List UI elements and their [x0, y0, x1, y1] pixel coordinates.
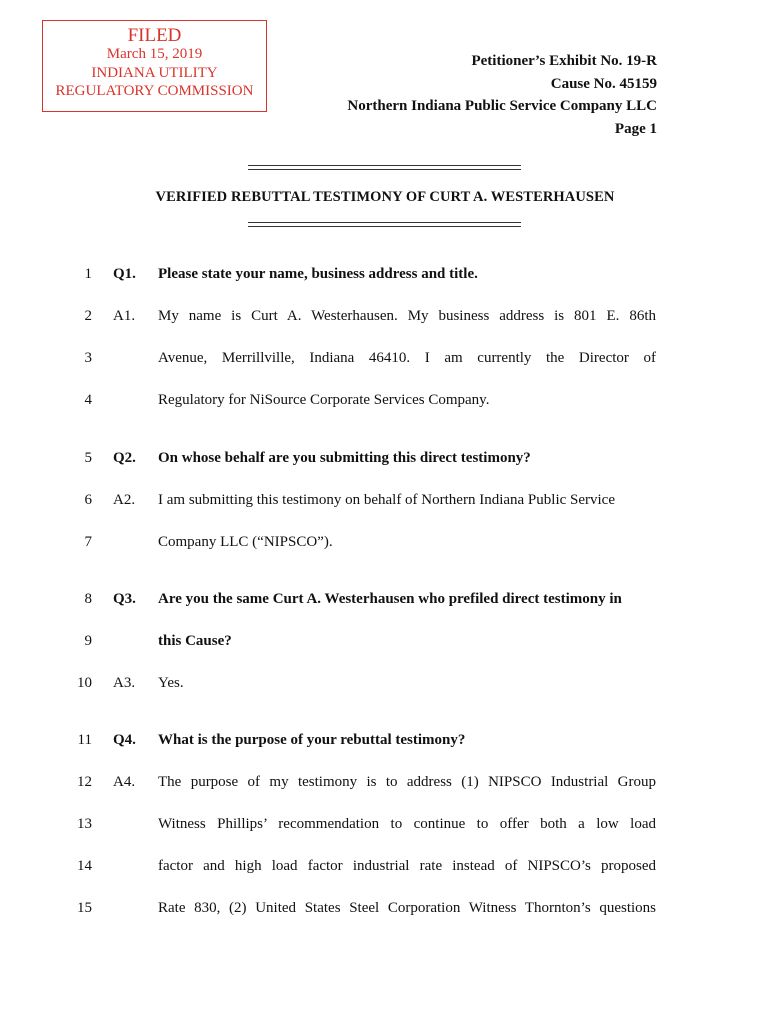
filed-stamp — [42, 20, 267, 112]
line-text: I am submitting this testimony on behalf of Northern Indiana Public Service — [158, 492, 615, 508]
qa-label: A2. — [113, 492, 136, 508]
exhibit-number: Petitioner’s Exhibit No. 19-R — [471, 53, 657, 69]
line-number: 3 — [84, 350, 92, 366]
testimony-line — [0, 591, 770, 613]
testimony-line — [0, 816, 770, 838]
qa-label: A1. — [113, 308, 136, 324]
line-number: 5 — [84, 450, 92, 466]
testimony-line — [0, 732, 770, 754]
testimony-line — [0, 350, 770, 372]
stamp-filed: FILED — [127, 25, 182, 46]
company-name: Northern Indiana Public Service Company LLC — [347, 98, 657, 114]
line-text: The purpose of my testimony is to address (1) NIPSCO Industrial Group — [158, 774, 656, 790]
qa-label: Q4. — [113, 732, 136, 748]
line-text: Witness Phillips’ recommendation to continue to offer both a low load — [158, 816, 656, 832]
line-text: Yes. — [158, 675, 184, 691]
cause-number: Cause No. 45159 — [550, 75, 657, 92]
testimony-line — [0, 392, 770, 414]
line-text: Regulatory for NiSource Corporate Services Company. — [158, 392, 490, 408]
testimony-line — [0, 492, 770, 514]
line-number: 6 — [84, 492, 92, 508]
line-text: factor and high load factor industrial rate instead of NIPSCO’s proposed — [158, 858, 656, 874]
qa-label: Q3. — [113, 591, 136, 607]
testimony-line — [0, 774, 770, 796]
testimony-line — [0, 308, 770, 330]
testimony-line — [0, 900, 770, 922]
line-number: 11 — [77, 732, 92, 748]
line-number: 7 — [84, 534, 92, 550]
qa-label: Q2. — [113, 450, 136, 466]
testimony-line — [0, 633, 770, 655]
testimony-line — [0, 450, 770, 472]
testimony-line — [0, 266, 770, 288]
double-rule-top — [248, 165, 521, 170]
stamp-date: March 15, 2019 — [106, 46, 203, 62]
line-number: 14 — [77, 858, 92, 874]
line-text: Rate 830, (2) United States Steel Corporation Witness Thornton’s questions — [158, 900, 656, 916]
double-rule-bottom — [248, 222, 521, 227]
testimony-line — [0, 675, 770, 697]
line-number: 15 — [77, 900, 92, 916]
document-header — [347, 50, 657, 140]
line-text: My name is Curt A. Westerhausen. My business address is 801 E. 86th — [158, 308, 656, 324]
testimony-line — [0, 534, 770, 556]
line-text: Avenue, Merrillville, Indiana 46410. I am currently the Director of — [158, 350, 656, 366]
line-text: On whose behalf are you submitting this direct testimony? — [158, 450, 531, 466]
line-number: 12 — [77, 774, 92, 790]
stamp-line2: REGULATORY COMMISSION — [55, 83, 254, 99]
line-number: 13 — [77, 816, 92, 832]
document-title: VERIFIED REBUTTAL TESTIMONY OF CURT A. WESTERHAUSEN — [155, 189, 615, 205]
qa-label: Q1. — [113, 266, 136, 282]
line-number: 9 — [84, 633, 92, 649]
qa-label: A3. — [113, 675, 136, 691]
page-number: Page 1 — [614, 120, 657, 137]
stamp-line1: INDIANA UTILITY — [91, 64, 218, 81]
line-text: Company LLC (“NIPSCO”). — [158, 534, 333, 550]
line-number: 10 — [77, 675, 92, 691]
line-number: 2 — [84, 308, 92, 324]
qa-label: A4. — [113, 774, 136, 790]
line-number: 4 — [84, 392, 92, 408]
line-number: 1 — [84, 266, 92, 282]
line-text: this Cause? — [158, 633, 232, 649]
line-text: What is the purpose of your rebuttal testimony? — [158, 732, 466, 748]
line-text: Please state your name, business address and title. — [158, 266, 478, 282]
line-number: 8 — [84, 591, 92, 607]
testimony-line — [0, 858, 770, 880]
line-text: Are you the same Curt A. Westerhausen who prefiled direct testimony in — [158, 591, 622, 607]
